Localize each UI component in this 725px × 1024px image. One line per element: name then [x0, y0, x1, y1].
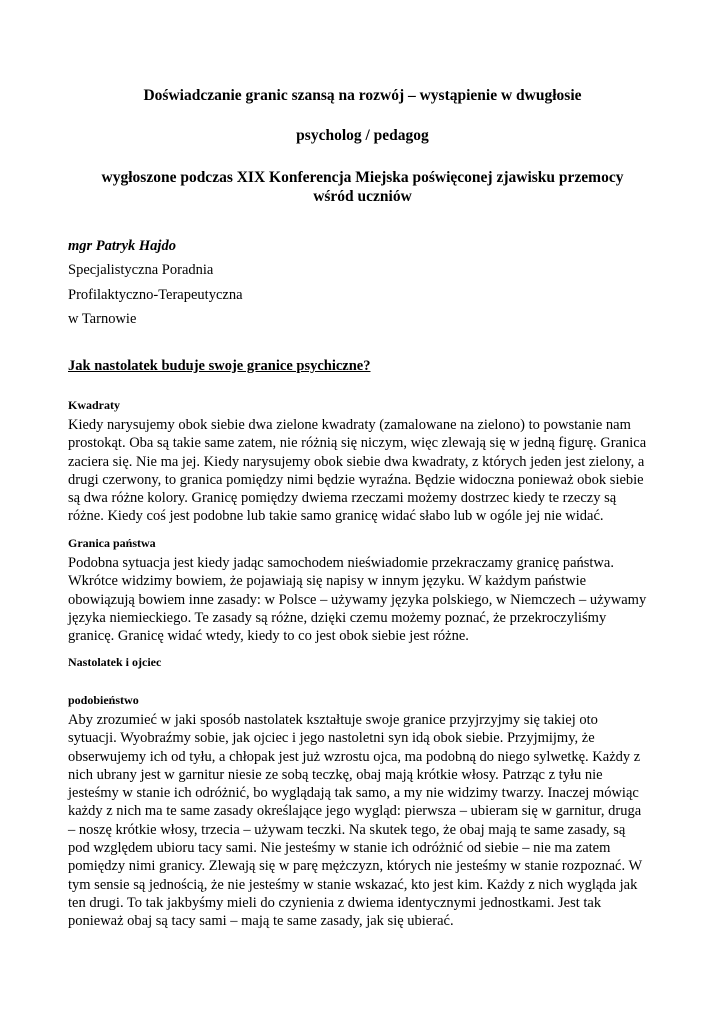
subsection-heading: Nastolatek i ojciec: [68, 655, 162, 669]
document-subtitle-roles: psycholog / pedagog: [296, 127, 429, 144]
paragraph-line: – noszę krótkie włosy, trzecia – używam teczki. Na skutek tego, że obaj mają te same zasady, są: [68, 821, 626, 838]
paragraph-line: jesteśmy w stanie ich odróżnić, bo wyglądają tak samo, a my nie widzimy twarzy. Inaczej mówiąc: [68, 785, 639, 802]
paragraph-line: Podobna sytuacja jest kiedy jadąc samochodem nieświadomie przekraczamy granicę państwa.: [68, 555, 614, 571]
section-title: Jak nastolatek buduje swoje granice psychiczne?: [68, 358, 371, 374]
subsection-heading: Granica państwa: [68, 536, 156, 550]
author-affiliation-line: Specjalistyczna Poradnia: [68, 262, 214, 279]
paragraph-line: Aby zrozumieć w jaki sposób nastolatek kształtuje swoje granice przyjrzyjmy się takiej oto: [68, 712, 598, 728]
paragraph-line: obserwujemy ich od tyłu, a chłopak jest już wzrostu ojca, ma podobną do niego sylwetkę. Każdy z: [68, 748, 641, 765]
paragraph-line: prostokąt. Oba są takie same zatem, nie różnią się niczym, więc zlewają się w jedną figurę. Granica: [68, 435, 647, 452]
paragraph: [68, 711, 657, 931]
paragraph-line: pomiędzy nimi granicy. Zlewają się w parę mężczyzn, których nie jesteśmy w stanie rozpoznać. W: [68, 858, 643, 875]
conference-line-1: wygłoszone podczas XIX Konferencja Miejska poświęconej zjawisku przemocy: [101, 169, 624, 186]
paragraph-line: ponieważ obaj są tacy sami – mają te same zasady, jak się ubierać.: [68, 913, 454, 930]
paragraph-line: każdy z nich ma te same zasady określające jego wygląd: pierwsza – ubieram się w garnitur, druga: [68, 803, 642, 820]
paragraph-line: Wkrótce widzimy bowiem, że pojawiają się napisy w innym języku. W każdym państwie: [68, 573, 587, 590]
author-block: [68, 234, 243, 331]
subsection-heading: Kwadraty: [68, 398, 120, 412]
paragraph-line: zaciera się. Nie ma jej. Kiedy narysujemy obok siebie dwa kwadraty, z których jeden jest zielony, a: [68, 453, 645, 470]
paragraph-line: są dwa różne kolory. Granicę pomiędzy dwiema rzeczami możemy dostrzec kiedy te rzeczy są: [68, 490, 617, 507]
author-affiliation-line: Profilaktyczno-Terapeutyczna: [68, 286, 243, 303]
paragraph-line: ten drugi. To tak jakbyśmy mieli do czynienia z dwiema identycznymi jednostkami. Jest tak: [68, 894, 602, 911]
paragraph-line: drugi czerwony, to granica pomiędzy nimi będzie wyraźna. Będzie widoczna ponieważ obok siebie: [68, 471, 644, 488]
paragraph-line: języka niemieckiego. Te zasady są różne, dzięki czemu możemy poznać, że przekroczyliśmy: [68, 609, 607, 626]
paragraph: [68, 416, 657, 526]
paragraph: [68, 554, 657, 645]
document-title: Doświadczanie granic szansą na rozwój – wystąpienie w dwugłosie: [143, 87, 582, 104]
paragraph-line: tym sensie są jednością, że nie jesteśmy w stanie wskazać, kto jest kim. Każdy z nich wygląda jak: [68, 876, 638, 893]
subsection-heading: podobieństwo: [68, 693, 139, 707]
author-name: mgr Patryk Hajdo: [68, 238, 176, 254]
document-subtitle-conference: [40, 168, 685, 206]
paragraph-line: obowiązują bowiem inne zasady: w Polsce – używamy języka polskiego, w Niemczech – używamy: [68, 591, 647, 608]
paragraph-line: pod względem ubioru tacy sami. Nie jesteśmy w stanie ich odróżnić od siebie – nie ma zatem: [68, 840, 611, 857]
conference-line-2: wśród uczniów: [313, 188, 412, 205]
author-affiliation-line: w Tarnowie: [68, 310, 137, 327]
paragraph-line: różne. Kiedy coś jest podobne lub takie samo granicę widać słabo lub w ogóle jej nie widać.: [68, 508, 604, 525]
paragraph-line: Kiedy narysujemy obok siebie dwa zielone kwadraty (zamalowane na zielono) to powstanie nam: [68, 417, 631, 433]
paragraph-line: nich ubrany jest w garnitur niesie ze sobą teczkę, obaj mają krótkie włosy. Patrząc z tyłu nie: [68, 766, 603, 783]
paragraph-line: granicę. Granicę widać wtedy, kiedy to co jest obok siebie jest różne.: [68, 628, 469, 645]
paragraph-line: sytuacji. Wyobraźmy sobie, jak ojciec i jego nastoletni syn idą obok siebie. Przyjmijmy, że: [68, 730, 595, 747]
